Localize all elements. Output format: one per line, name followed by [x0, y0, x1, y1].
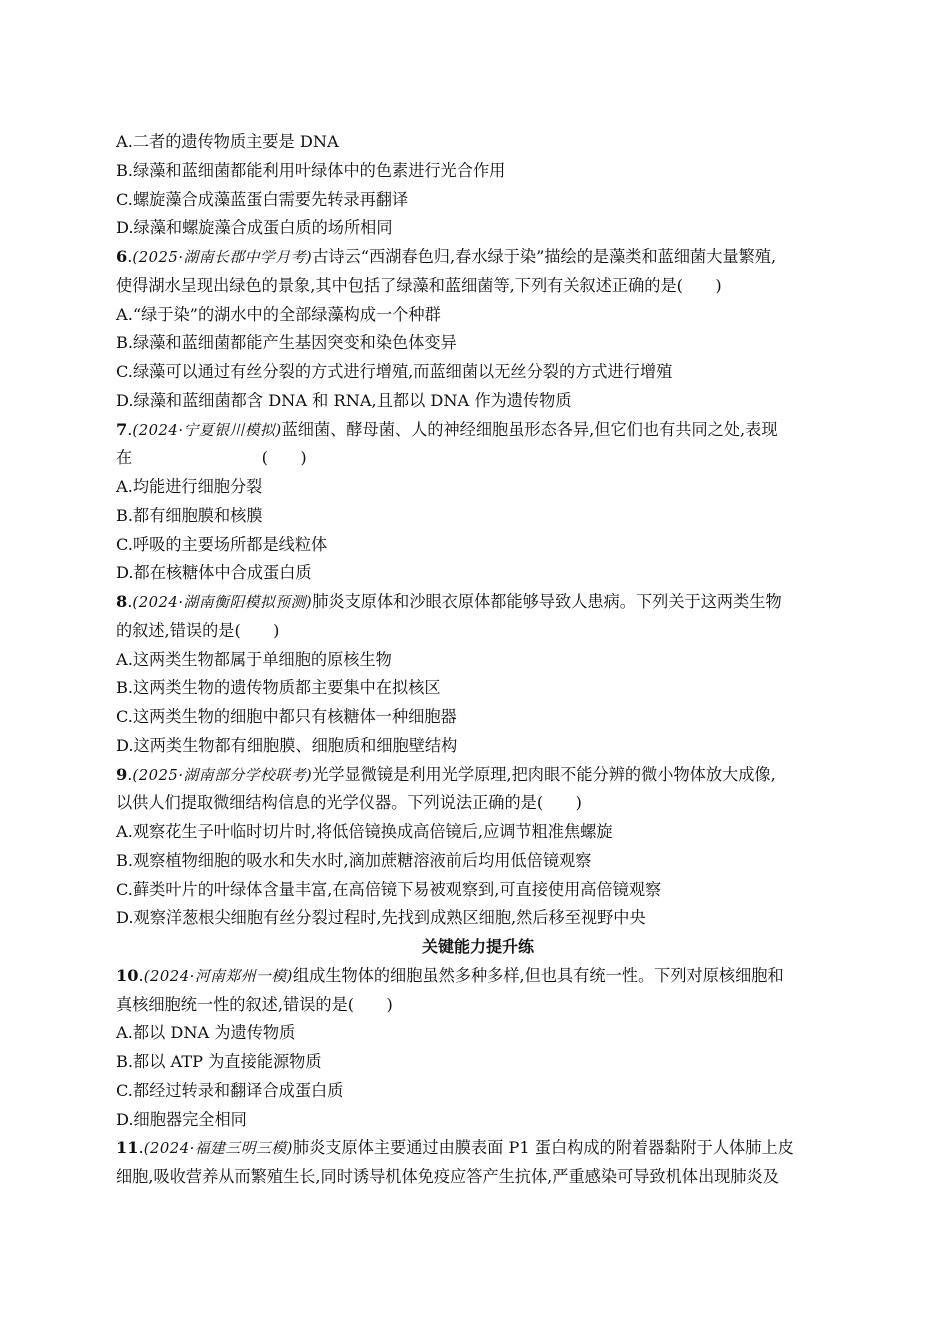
- q9-option-b: B.观察植物细胞的吸水和失水时,滴加蔗糖溶液前后均用低倍镜观察: [116, 850, 592, 870]
- q7-stem-line1: 7.(2024·宁夏银川模拟)蓝细菌、酵母菌、人的神经细胞虽形态各异,但它们也有共同之处,表现: [116, 419, 778, 439]
- q6-number: 6: [116, 247, 128, 266]
- q7-source: (2024·宁夏银川模拟): [132, 421, 282, 439]
- q8-option-a: A.这两类生物都属于单细胞的原核生物: [116, 649, 392, 669]
- q10-stem-line2: 真核细胞统一性的叙述,错误的是( ): [116, 994, 393, 1014]
- document-page: [116, 128, 840, 1192]
- q6-option-d: D.绿藻和蓝细菌都含 DNA 和 RNA,且都以 DNA 作为遗传物质: [116, 390, 572, 410]
- q8-number: 8: [116, 592, 128, 611]
- q5-option-c: C.螺旋藻合成藻蓝蛋白需要先转录再翻译: [116, 189, 409, 209]
- q8-stem-text1: 肺炎支原体和沙眼衣原体都能够导致人患病。下列关于这两类生物: [312, 592, 782, 611]
- q11-source: (2024·福建三明三模): [143, 1140, 293, 1158]
- q7-option-c: C.呼吸的主要场所都是线粒体: [116, 534, 328, 554]
- q11-stem-line1: 11.(2024·福建三明三模)肺炎支原体主要通过由膜表面 P1 蛋白构成的附着器黏附于人体肺上皮: [116, 1138, 794, 1158]
- q6-stem-text1: 古诗云“西湖春色归,春水绿于染”描绘的是藻类和蓝细菌大量繁殖,: [312, 247, 777, 266]
- q6-source: (2025·湖南长郡中学月考): [132, 249, 313, 266]
- q10-stem-line1: 10.(2024·河南郑州一模)组成生物体的细胞虽然多种多样,但也具有统一性。下列对原核细胞和: [116, 965, 784, 985]
- q6-option-b: B.绿藻和蓝细菌都能产生基因突变和染色体变异: [116, 333, 457, 353]
- q6-option-c: C.绿藻可以通过有丝分裂的方式进行增殖,而蓝细菌以无丝分裂的方式进行增殖: [116, 362, 673, 381]
- q10-source: (2024·河南郑州一模): [143, 967, 293, 985]
- q5-option-b: B.绿藻和蓝细菌都能利用叶绿体中的色素进行光合作用: [116, 160, 506, 180]
- q5-option-a: A.二者的遗传物质主要是 DNA: [116, 132, 339, 151]
- q10-option-c: C.都经过转录和翻译合成蛋白质: [116, 1080, 344, 1100]
- q11-number: 11: [116, 1138, 139, 1158]
- q8-source: (2024·湖南衡阳模拟预测): [132, 594, 313, 611]
- q7-stem-text1: 蓝细菌、酵母菌、人的神经细胞虽形态各异,但它们也有共同之处,表现: [281, 419, 778, 439]
- q9-option-d: D.观察洋葱根尖细胞有丝分裂过程时,先找到成熟区细胞,然后移至视野中央: [116, 908, 646, 928]
- q5-option-d: D.绿藻和螺旋藻合成蛋白质的场所相同: [116, 218, 393, 238]
- q6-option-a: A.“绿于染”的湖水中的全部绿藻构成一个种群: [116, 304, 441, 324]
- q9-stem-line1: 9.(2025·湖南部分学校联考)光学显微镜是利用光学原理,把肉眼不能分辨的微小物体放大成像,: [116, 764, 776, 784]
- q10-number: 10: [116, 965, 139, 985]
- q8-option-b: B.这两类生物的遗传物质都主要集中在拟核区: [116, 678, 441, 698]
- q7-option-b: B.都有细胞膜和核膜: [116, 505, 263, 525]
- q9-stem-text1: 光学显微镜是利用光学原理,把肉眼不能分辨的微小物体放大成像,: [312, 764, 776, 784]
- q9-stem-line2: 以供人们提取微细结构信息的光学仪器。下列说法正确的是( ): [116, 793, 582, 813]
- q8-option-c: C.这两类生物的细胞中都只有核糖体一种细胞器: [116, 707, 457, 726]
- q11-stem-line2: 细胞,吸收营养从而繁殖生长,同时诱导机体免疫应答产生抗体,严重感染可导致机体出现肺炎及: [116, 1167, 779, 1186]
- section-title: 关键能力提升练: [421, 937, 534, 956]
- q6-stem-line1: 6.(2025·湖南长郡中学月考)古诗云“西湖春色归,春水绿于染”描绘的是藻类和蓝细菌大量繁殖,: [116, 247, 777, 266]
- q9-source: (2025·湖南部分学校联考): [132, 766, 313, 784]
- q10-option-b: B.都以 ATP 为直接能源物质: [116, 1052, 322, 1071]
- q7-stem-line2: 在 ( ): [116, 448, 307, 468]
- q7-option-d: D.都在核糖体中合成蛋白质: [116, 563, 312, 583]
- q8-stem-line2: 的叙述,错误的是( ): [116, 620, 280, 640]
- q8-option-d: D.这两类生物都有细胞膜、细胞质和细胞壁结构: [116, 735, 458, 755]
- q9-option-c: C.藓类叶片的叶绿体含量丰富,在高倍镜下易被观察到,可直接使用高倍镜观察: [116, 879, 662, 899]
- q7-number: 7: [116, 419, 128, 439]
- q7-option-a: A.均能进行细胞分裂: [116, 477, 263, 496]
- q6-stem-line2: 使得湖水呈现出绿色的景象,其中包括了绿藻和蓝细菌等,下列有关叙述正确的是( ): [116, 275, 722, 295]
- q10-stem-text1: 组成生物体的细胞虽然多种多样,但也具有统一性。下列对原核细胞和: [292, 965, 784, 985]
- q10-option-d: D.细胞器完全相同: [116, 1109, 247, 1129]
- q10-option-a: A.都以 DNA 为遗传物质: [116, 1023, 296, 1043]
- q8-stem-line1: 8.(2024·湖南衡阳模拟预测)肺炎支原体和沙眼衣原体都能够导致人患病。下列关于这两类生物: [116, 592, 782, 611]
- q9-number: 9: [116, 764, 128, 784]
- q11-stem-text1: 肺炎支原体主要通过由膜表面 P1 蛋白构成的附着器黏附于人体肺上皮: [292, 1138, 794, 1158]
- q9-option-a: A.观察花生子叶临时切片时,将低倍镜换成高倍镜后,应调节粗准焦螺旋: [116, 822, 613, 841]
